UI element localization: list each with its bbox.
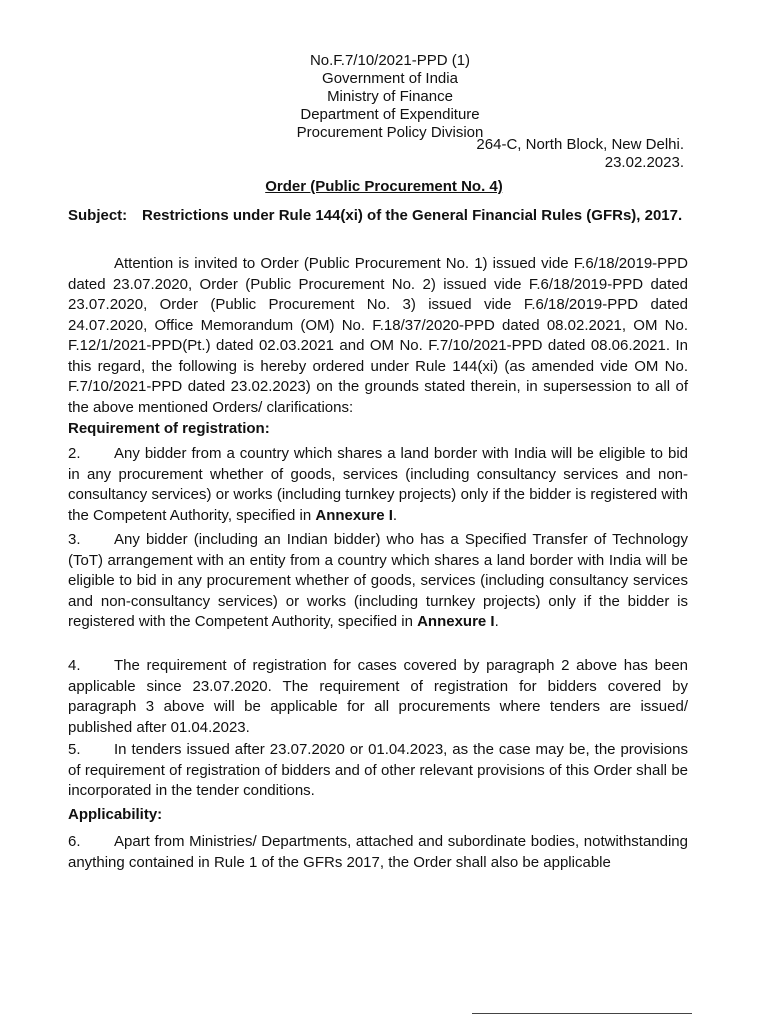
ministry-name: Ministry of Finance [327,88,453,105]
paragraph-number: 5. [68,741,81,758]
heading-registration: Requirement of registration: [68,420,270,437]
paragraph-text: Apart from Ministries/ Departments, attached and subordinate bodies, notwithstanding anything contained in Rule 1 of the GFRs 2017, the Order shall also be applicable [68,833,688,871]
paragraph-text: The requirement of registration for cases covered by paragraph 2 above has been applicable since 23.07.2020. The requirement of registration for bidders covered by paragraph 3 above will be applicable for all procurements where tenders are issued/ published after 01.04.2023. [68,657,688,736]
department-name: Department of Expenditure [300,106,480,123]
paragraph-number: 4. [68,657,81,674]
paragraph-2 [68,444,688,526]
footer-rule [472,1013,692,1014]
government-name: Government of India [322,70,458,87]
division-name: Procurement Policy Division [296,124,484,141]
paragraph-text: In tenders issued after 23.07.2020 or 01.04.2023, as the case may be, the provisions of requirement of registration of bidders and of other relevant provisions of this Order shall be incorporated in the tender conditions. [68,741,688,799]
annexure-reference: Annexure I [417,613,495,630]
paragraph-end: . [494,613,499,630]
letterhead [240,52,540,142]
heading-applicability: Applicability: [68,806,163,823]
paragraph-number: 3. [68,531,81,548]
order-date: 23.02.2023. [604,154,684,171]
paragraph-3 [68,530,688,633]
subject-text: Restrictions under Rule 144(xi) of the General Financial Rules (GFRs), 2017. [142,207,683,224]
annexure-reference: Annexure I [315,506,393,524]
paragraph-text: Any bidder from a country which shares a land border with India will be eligible to bid in any procurement whether of goods, services (including consultancy services and non-consultancy services) or works (including turnkey projects) only if the bidder is registered with the Competent Authority, specified in [68,445,688,524]
paragraph-number: 6. [68,833,81,850]
intro-paragraph: Attention is invited to Order (Public Procurement No. 1) issued vide F.6/18/2019-PPD dated 23.07.2020, Order (Public Procurement No. 2) issued vide F.6/18/2019-PPD dated 23.07.2020, Order (Public Procurement No. 3) issued vide F.6/18/2019-PPD dated 24.07.2020, Office Memorandum (OM) No. F.18/37/2020-PPD dated 08.02.2021, OM No. F.12/1/2021-PPD(Pt.) dated 02.03.2021 and OM No. F.7/10/2021-PPD dated 08.06.2021. In this regard, the following is hereby ordered under Rule 144(xi) (as amended vide OM No. F.7/10/2021-PPD dated 23.02.2023) on the grounds stated therein, in supersession to all of the above mentioned Orders/ clarifications: [68,255,688,416]
paragraph-4 [68,656,688,738]
paragraph-number: 2. [68,445,81,462]
paragraph-6 [68,832,688,873]
paragraph-end: . [392,506,398,524]
address-block [476,136,684,172]
office-address: 264-C, North Block, New Delhi. [476,136,684,153]
subject-label: Subject: [68,207,128,224]
order-title [0,178,768,195]
paragraph-text: Any bidder (including an Indian bidder) who has a Specified Transfer of Technology (ToT) arrangement with an entity from a country which shares a land border with India will be eligible to bid in any procurement whether of goods, services (including consultancy services and non-consultancy services) or works (including turnkey projects) only if the bidder is registered with the Competent Authority, specified in [68,531,688,630]
file-number: No.F.7/10/2021-PPD (1) [309,52,471,69]
order-title-text: Order (Public Procurement No. 4) [265,178,503,195]
paragraph-5 [68,740,688,802]
